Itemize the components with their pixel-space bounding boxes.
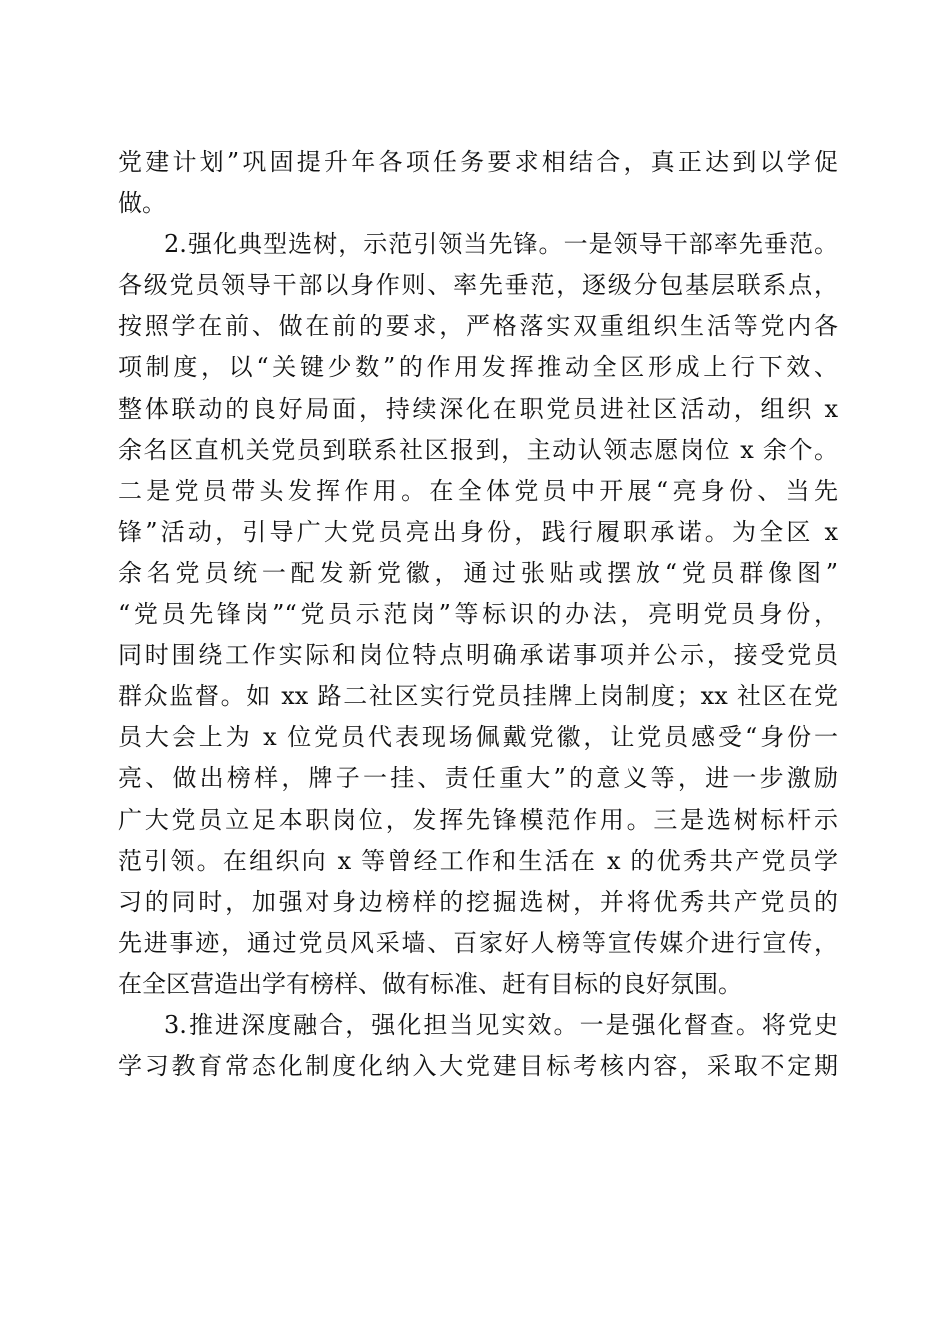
- text-line: 先进事迹，通过党员风采墙、百家好人榜等宣传媒介进行宣传，: [118, 928, 838, 957]
- text-line: 二是党员带头发挥作用。在全体党员中开展“亮身份、当先: [118, 476, 838, 505]
- text-line: 余名党员统一配发新党徽，通过张贴或摆放“党员群像图”: [118, 558, 838, 587]
- text-line: 余名区直机关党员到联系社区报到，主动认领志愿岗位 x 余个。: [118, 435, 838, 464]
- text-line: 整体联动的良好局面，持续深化在职党员进社区活动，组织 x: [118, 394, 838, 423]
- text-line: 范引领。在组织向 x 等曾经工作和生活在 x 的优秀共产党员学: [118, 846, 838, 875]
- text-line: 学习教育常态化制度化纳入大党建目标考核内容，采取不定期: [118, 1052, 838, 1081]
- text-line: 项制度，以“关键少数”的作用发挥推动全区形成上行下效、: [118, 353, 838, 382]
- paragraph-heading-line: 3.推进深度融合，强化担当见实效。一是强化督查。将党史: [164, 1010, 838, 1039]
- text-line: 员大会上为 x 位党员代表现场佩戴党徽，让党员感受“身份一: [118, 723, 838, 752]
- text-line: 广大党员立足本职岗位，发挥先锋模范作用。三是选树标杆示: [118, 805, 838, 834]
- text-line: 习的同时，加强对身边榜样的挖掘选树，并将优秀共产党员的: [118, 887, 838, 916]
- text-line: 在全区营造出学有榜样、做有标准、赶有目标的良好氛围。: [118, 969, 742, 998]
- text-line: 党建计划”巩固提升年各项任务要求相结合，真正达到以学促: [118, 148, 838, 176]
- text-line: 亮、做出榜样，牌子一挂、责任重大”的意义等，进一步激励: [118, 764, 838, 793]
- paragraph-heading-line: 2.强化典型选树，示范引领当先锋。一是领导干部率先垂范。: [164, 230, 838, 259]
- text-line: 按照学在前、做在前的要求，严格落实双重组织生活等党内各: [118, 312, 838, 341]
- document-body: [118, 142, 838, 1087]
- text-line: 做。: [118, 189, 166, 218]
- text-line: 群众监督。如 xx 路二社区实行党员挂牌上岗制度；xx 社区在党: [118, 682, 838, 711]
- text-line: “党员先锋岗”“党员示范岗”等标识的办法，亮明党员身份，: [118, 600, 838, 629]
- text-line: 锋”活动，引导广大党员亮出身份，践行履职承诺。为全区 x: [118, 517, 838, 546]
- text-line: 同时围绕工作实际和岗位特点明确承诺事项并公示，接受党员: [118, 641, 838, 670]
- text-line: 各级党员领导干部以身作则、率先垂范，逐级分包基层联系点，: [118, 271, 838, 300]
